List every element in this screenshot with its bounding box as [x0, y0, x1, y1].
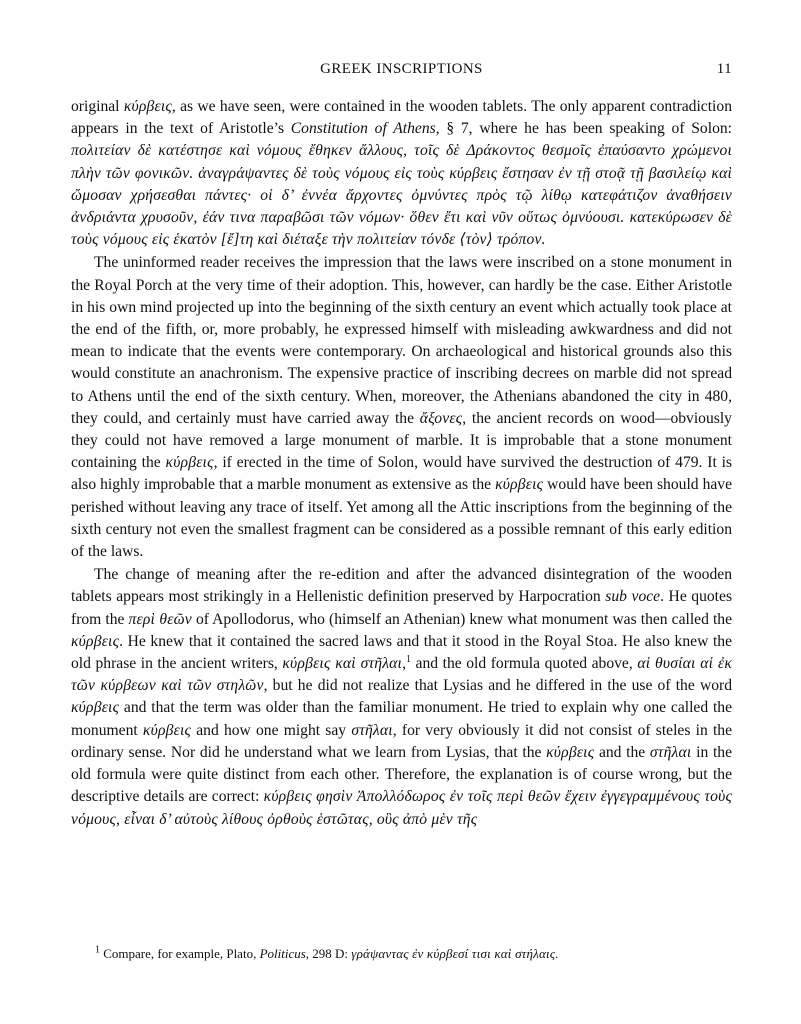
greek-text: κύρβεις φησὶν Ἀπολλόδωρος ἐν τοῖς περὶ θεῶν ἔχειν ἐγγεγραμμένους τοὺς νόμους, εἶναι δ’ αὐτοὺς λίθους ὀρθοὺς ἑστῶτας, οὓς ἀπὸ μὲν τῆς — [71, 788, 732, 828]
greek-text: κύρβεις — [165, 454, 214, 472]
italic-text: Politicus — [259, 946, 306, 961]
text-run: Compare, for example, Plato, — [100, 946, 260, 961]
greek-text: κύρβεις — [123, 98, 172, 115]
text-run: , but he did not realize that Lysias and he differed in the use of the word — [263, 677, 732, 695]
footnote-marker: 1 — [405, 653, 411, 665]
text-run: would have been should have perished without leaving any trace of itself. Yet among all the Attic inscriptions from the beginning of the sixth century not even the smallest fragment can be considered as a possible remnant of this early edition of the laws. — [71, 476, 733, 561]
footnote — [95, 946, 735, 962]
greek-text: αἱ θυσίαι αἱ ἐκ τῶν κύρβεων καὶ τῶν στηλῶν — [71, 655, 733, 695]
text-run: . He quotes from the — [71, 588, 733, 628]
text-run: original — [71, 98, 124, 115]
greek-text: κύρβεις — [71, 632, 120, 650]
greek-text: περὶ θεῶν — [128, 610, 192, 628]
greek-text: γράψαντας ἐν κύρβεσί τισι καὶ στήλαις. — [351, 946, 559, 961]
text-run: of Apollodorus, who (himself an Athenian) knew what monument was then called the — [191, 610, 732, 628]
greek-text: πολιτείαν δὲ κατέστησε καὶ νόμους ἔθηκεν ἄλλους, τοῖς δὲ Δράκοντος θεσμοῖς ἐπαύσαντο χρώμενοι πλὴν τῶν φονικῶν. ἀναγράψαντες δὲ τοὺς νόμους εἰς τοὺς κύρβεις ἔστησαν ἐν τῇ στοᾷ τῇ βασιλείῳ καὶ ὤμοσαν χρήσεσθαι πάντες· οἱ δ’ ἐννέα ἄρχοντες ὀμνύντες πρὸς τῷ λίθῳ κατεφάτιζον ἀναθήσειν ἀνδριάντα χρυσοῦν, ἐάν τινα παραβῶσι τῶν νόμων· ὅθεν ἔτι καὶ νῦν οὕτως ὀμνύουσι. κατεκύρωσεν δὲ τοὺς νόμους εἰς ἑκατὸν [ἔ]τη καὶ διέταξε τὴν πολιτείαν τόνδε ⟨τὸν⟩ τρόπον. — [71, 142, 732, 249]
greek-text: ἄξονες — [419, 409, 463, 427]
text-run: and the — [594, 743, 650, 761]
text-run: , the ancient records on wood—obviously they could not have removed a large monument of marble. It is improbable that a stone monument containing the — [71, 409, 732, 472]
text-run: , for very obviously it did not consist of steles in the ordinary sense. Nor did he understand what we learn from Lysias, that the — [71, 721, 732, 761]
greek-text: κύρβεις καὶ στῆλαι — [282, 655, 403, 673]
greek-text: στῆλαι — [351, 721, 393, 739]
paragraph — [71, 252, 732, 563]
text-run: , as we have seen, were contained in the wooden tablets. The only apparent contradiction appears in the text of Aristotle’s — [71, 98, 732, 138]
greek-text: κύρβεις — [495, 476, 544, 494]
text-run: and the old formula quoted above, — [410, 655, 638, 673]
text-run: . He knew that it contained the sacred laws and that it stood in the Royal Stoa. He also knew the old phrase in the ancient writers, — [71, 632, 732, 673]
greek-text: κύρβεις — [142, 721, 192, 739]
page-number: 11 — [716, 61, 732, 77]
italic-text: Constitution of Athens — [290, 120, 436, 138]
italic-text: sub voce — [605, 588, 661, 606]
text-run: , if erected in the time of Solon, would have survived the destruction of 479. It is also highly improbable that a marble monument as extensive as the — [71, 454, 732, 494]
text-run: and that the term was older than the familiar monument. He tried to explain why one called the monument — [71, 699, 732, 739]
text-run: and how one might say — [191, 721, 352, 739]
greek-text: στῆλαι — [649, 743, 692, 761]
greek-text: κύρβεις — [546, 743, 595, 761]
running-title: GREEK INSCRIPTIONS — [320, 61, 483, 77]
paragraph — [71, 564, 732, 830]
main-text — [71, 96, 732, 831]
text-run: in the old formula were quite distinct from each other. Therefore, the explanation is of course wrong, but the descriptive details are correct: — [71, 743, 732, 806]
text-run: , § 7, where he has been speaking of Solon: — [435, 120, 732, 138]
footnote-marker: 1 — [95, 944, 100, 956]
text-run: , — [402, 655, 406, 673]
paragraph — [71, 96, 732, 251]
text-run: The uninformed reader receives the impression that the laws were inscribed on a stone monument in the Royal Porch at the very time of their adoption. This, however, can hardly be the case. Either Aristotle in his own mind projected up into the beginning of the sixth century an event which actually took place at the end of the fifth, or, more probably, he expressed himself with misleading awkwardness and did not mean to indicate that the events were contemporary. On archaeological and historical grounds also this would constitute an anachronism. The expensive practice of inscribing decrees on marble did not spread to Athens until the end of the sixth century. When, moreover, the Athenians abandoned the city in 480, they could, and certainly must have carried away the — [71, 254, 732, 427]
greek-text: κύρβεις — [71, 699, 120, 717]
text-run: The change of meaning after the re-edition and after the advanced disintegration of the wooden tablets appears most strikingly in a Hellenistic definition preserved by Harpocration — [71, 566, 732, 606]
running-header — [71, 61, 732, 81]
text-run: , 298 D: — [305, 946, 352, 961]
